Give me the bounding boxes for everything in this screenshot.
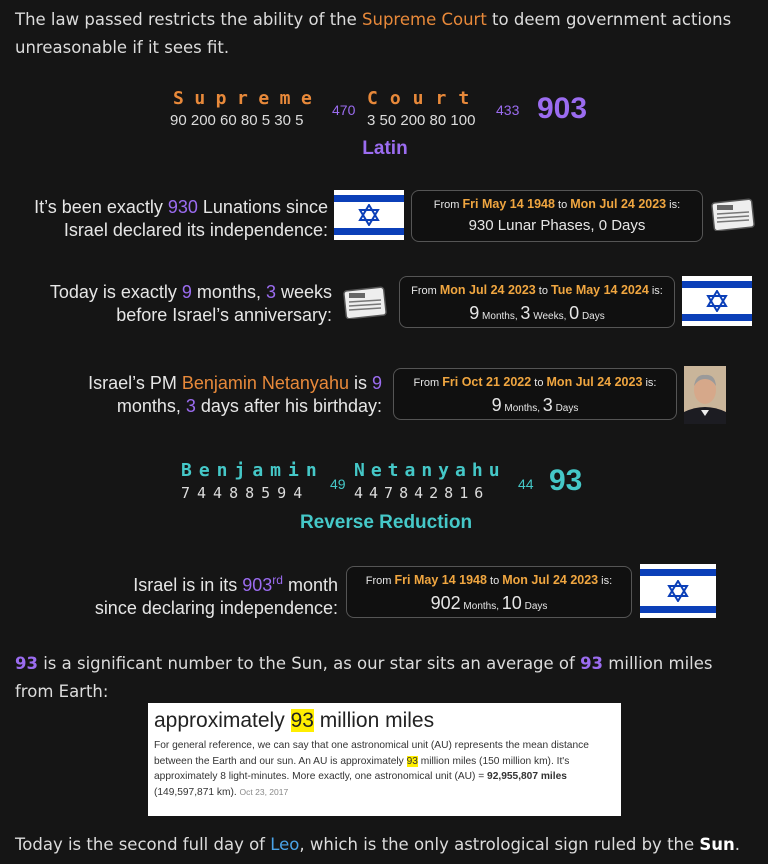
date-calc-box-month: From Fri May 14 1948 to Mon Jul 24 2023 is: 902 Months, 10 Days xyxy=(346,566,632,618)
netanyahu-birthday-label: Israel’s PM Benjamin Netanyahu is 9 months, 3 days after his birthday: xyxy=(88,373,382,416)
lunations-label: It’s been exactly 930 Lunations since Israel declared its independence: xyxy=(34,197,328,240)
cipher-sum-benjamin: 49 xyxy=(330,476,346,492)
date-calc-box-anniversary: From Mon Jul 24 2023 to Tue May 14 2024 is: 9 Months, 3 Weeks, 0 Days xyxy=(399,276,675,328)
outro-paragraph: Today is the second full day of Leo, which is the only astrological sign ruled by the Sun. xyxy=(15,835,741,854)
snippet-body: For general reference, we can say that one astronomical unit (AU) represents the mean distance between the Earth and our sun. An AU is approximately 93 million miles (150 million km). It's approximately 8 light-minutes. More exactly, one astronomical unit (AU) = 92,955,807 miles (149,597,871 km). Oct 23, 2017 xyxy=(154,740,589,798)
cipher-word-supreme: Supreme xyxy=(173,88,323,109)
supreme-court-link[interactable]: Supreme Court xyxy=(362,10,487,29)
cipher-sum-supreme: 470 xyxy=(332,102,356,118)
cipher-total: 93 xyxy=(549,464,583,497)
cipher-numbers-netanyahu: 447842816 xyxy=(354,484,490,502)
intro-text: The law passed restricts the ability of the xyxy=(15,10,363,29)
cipher-benjamin-netanyahu xyxy=(180,460,600,540)
anniversary-label: Today is exactly 9 months, 3 weeks before Israel’s anniversary: xyxy=(49,282,332,325)
leo-link[interactable]: Leo xyxy=(270,835,300,854)
cipher-word-benjamin: Benjamin xyxy=(181,460,324,481)
cipher-numbers-court: 3 50 200 80 100 xyxy=(367,112,476,129)
cipher-total: 903 xyxy=(537,92,588,125)
cipher-sum-netanyahu: 44 xyxy=(518,476,534,492)
date-calc-box-lunations: From Fri May 14 1948 to Mon Jul 24 2023 is: 930 Lunar Phases, 0 Days xyxy=(411,190,703,242)
cipher-numbers-benjamin: 74488594 xyxy=(181,484,310,502)
cipher-word-court: Court xyxy=(367,88,482,109)
independence-month-label: Israel is in its 903rd month since declaring independence: xyxy=(94,573,338,618)
cipher-name: Reverse Reduction xyxy=(299,512,473,533)
israel-flag-icon xyxy=(334,190,404,240)
cipher-numbers-supreme: 90 200 60 80 5 30 5 xyxy=(170,112,304,129)
newspaper-icon xyxy=(711,197,755,231)
cipher-supreme-court xyxy=(170,88,610,168)
cipher-word-netanyahu: Netanyahu xyxy=(354,460,506,481)
intro-paragraph: The law passed restricts the ability of the Supreme Court to deem government actions unreasonable if it sees fit. xyxy=(15,10,732,57)
snippet-heading: approximately 93 million miles xyxy=(154,709,435,732)
newspaper-icon xyxy=(343,285,387,319)
israel-flag-icon xyxy=(682,276,752,326)
cipher-name: Latin xyxy=(362,138,408,159)
netanyahu-portrait-icon xyxy=(684,366,726,424)
search-result-snippet xyxy=(148,703,621,816)
israel-flag-icon xyxy=(640,564,716,618)
cipher-sum-court: 433 xyxy=(496,102,520,118)
date-calc-box-birthday: From Fri Oct 21 2022 to Mon Jul 24 2023 is: 9 Months, 3 Days xyxy=(393,368,677,420)
sun-paragraph: 93 is a significant number to the Sun, as our star sits an average of 93 million miles from Earth: xyxy=(15,654,713,701)
